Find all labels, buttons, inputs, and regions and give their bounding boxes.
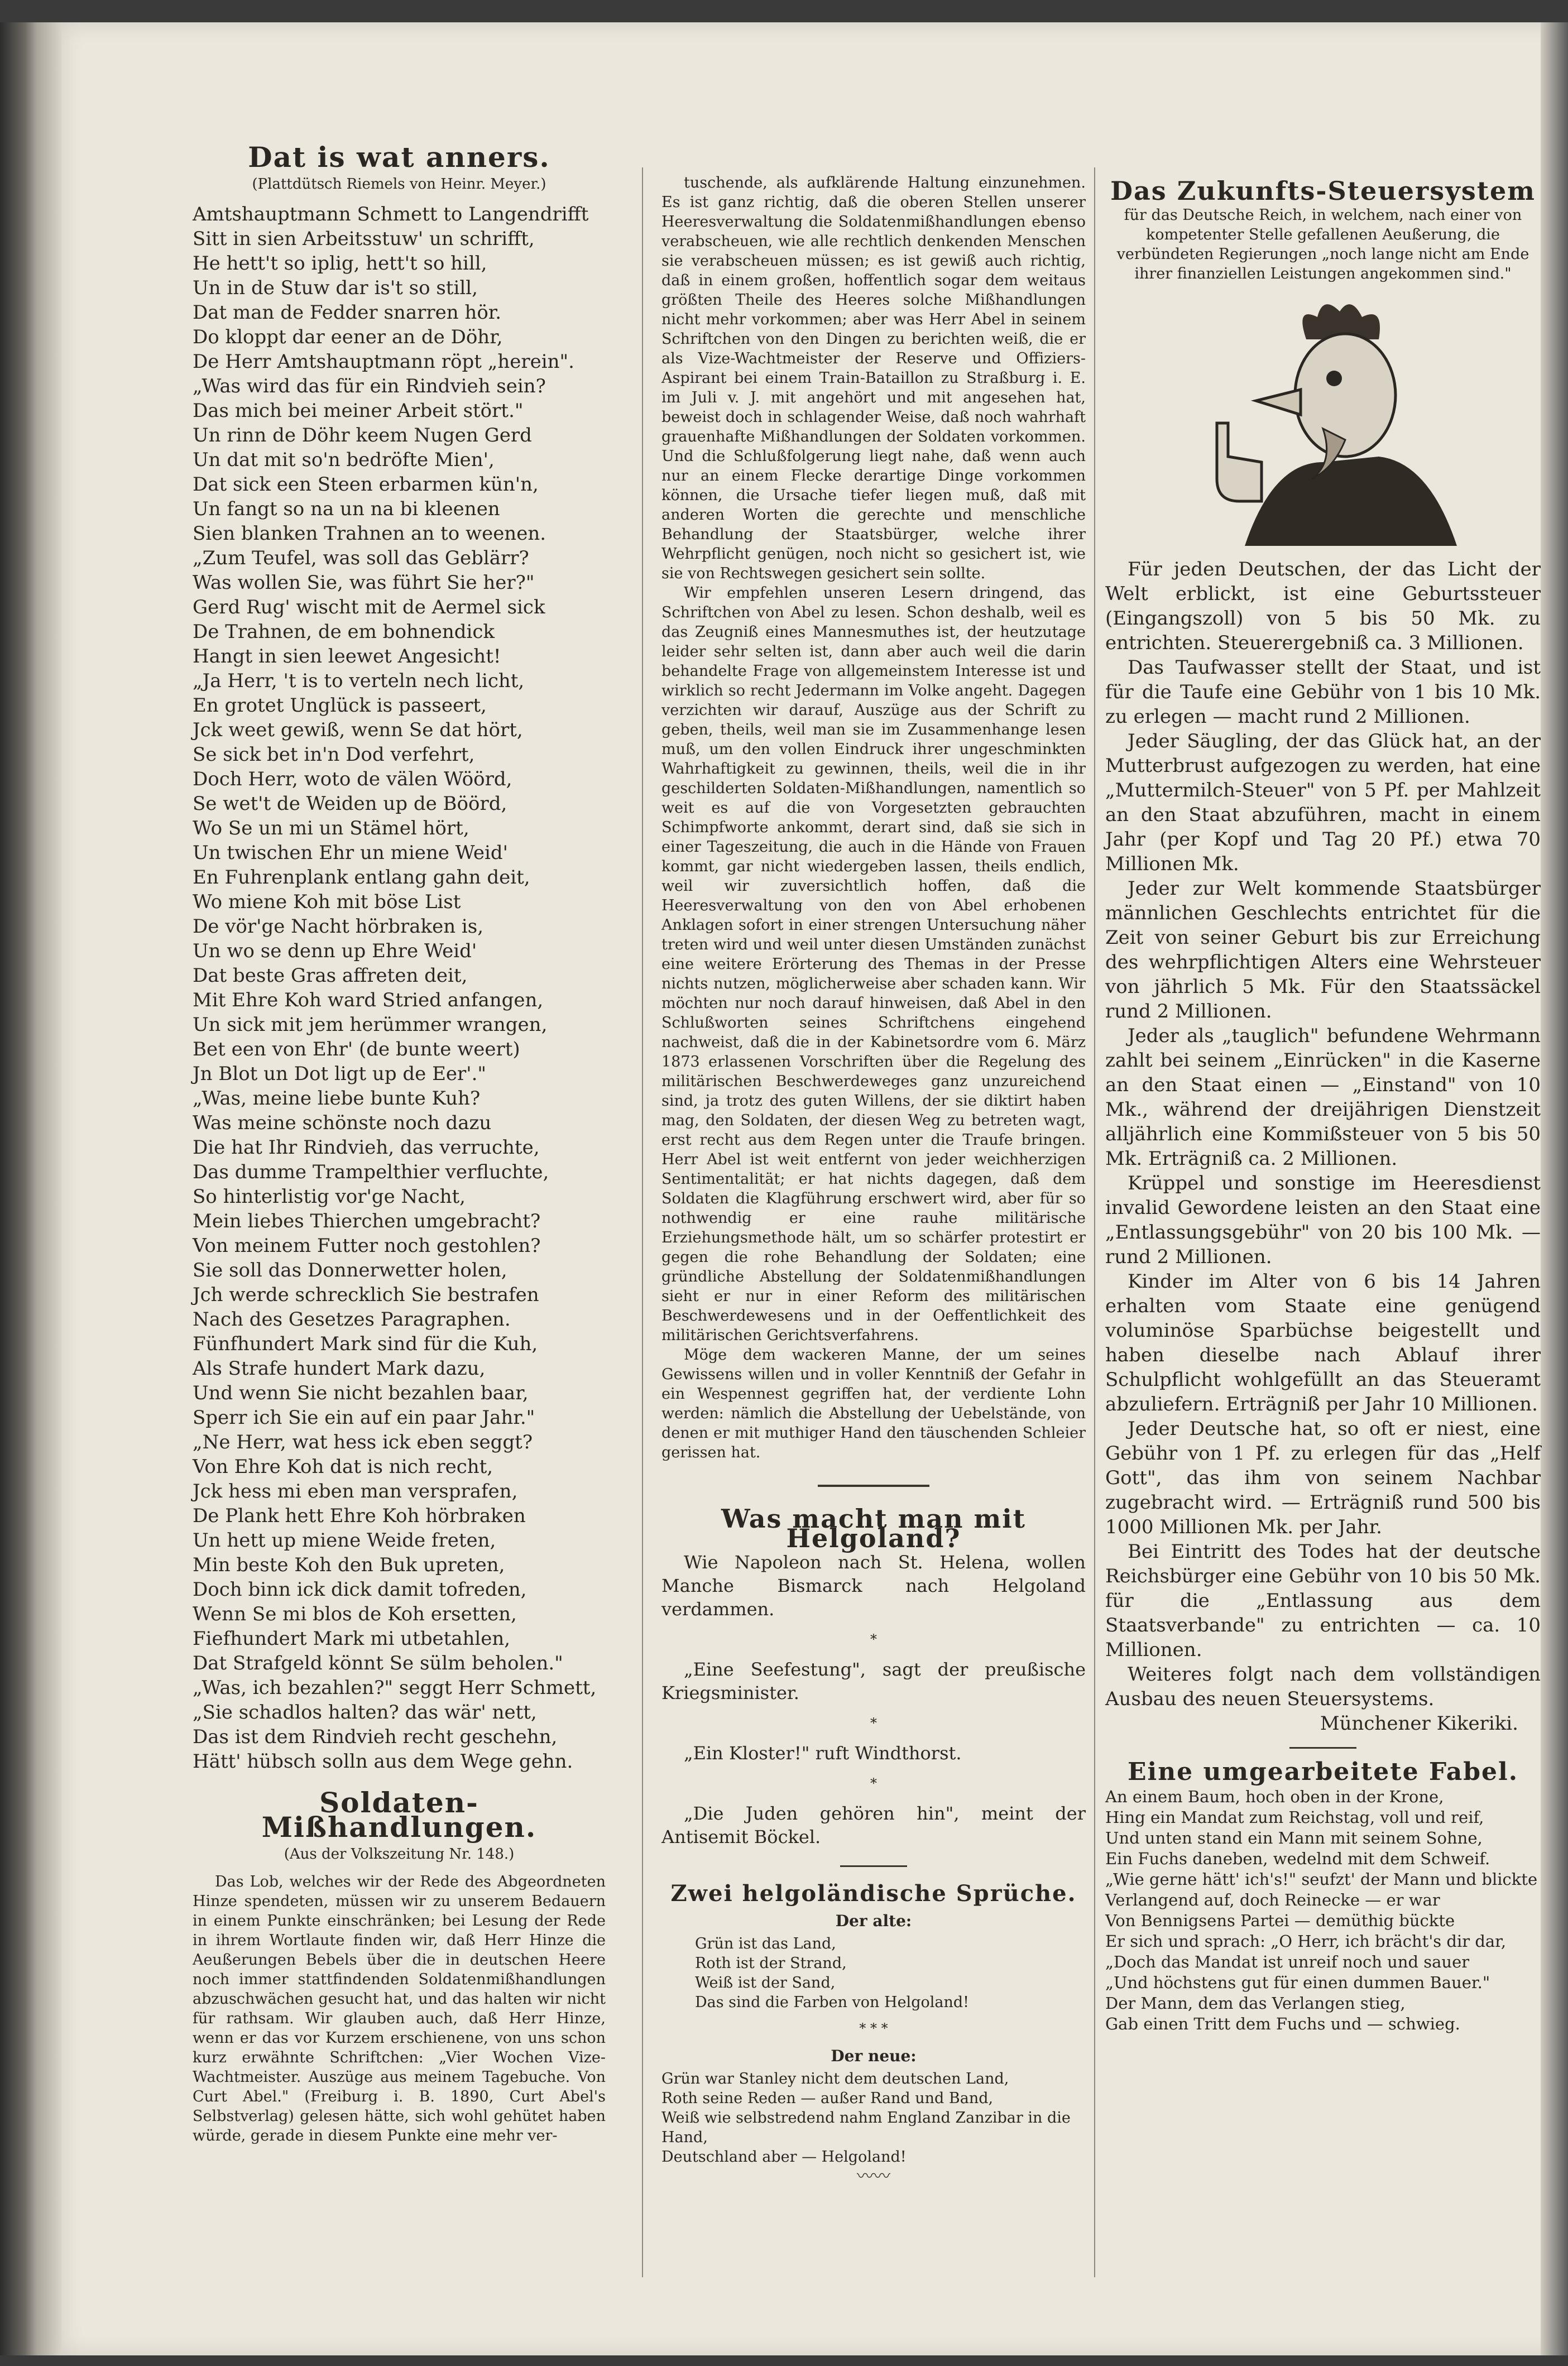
rooster-caricature-illustration: [1167, 295, 1479, 546]
column-1: [193, 140, 606, 2146]
poem-line: Sie soll das Donnerwetter holen,: [193, 1259, 507, 1282]
poem-line: Un in de Stuw dar is't so still,: [193, 277, 478, 299]
poem-line: En grotet Unglück is passeert,: [193, 694, 487, 717]
paragraph: Jeder Deutsche hat, so oft er niest, eine Gebühr von 1 Pf. zu erlegen für das „Helf Gott", das ihm von seinem Nachbar zugebracht wird. — Erträgniß rund 500 bis 1000 Millionen Mk. per Jahr.: [1105, 1418, 1541, 1538]
poem-line: Un sick mit jem herümmer wrangen,: [193, 1014, 548, 1036]
poem-line: Mit Ehre Koh ward Stried anfangen,: [193, 989, 544, 1011]
poem-line: Un wo se denn up Ehre Weid': [193, 940, 477, 962]
article-body: [193, 1872, 606, 2146]
poem-line: Un twischen Ehr un miene Weid': [193, 842, 508, 864]
poem-line: De Herr Amtshauptmann röpt „herein".: [193, 351, 574, 373]
column-2: [661, 173, 1086, 2186]
poem-line: Dat beste Gras affreten deit,: [193, 964, 468, 987]
article-title: Dat is wat anners.: [248, 141, 550, 174]
poem-line: Jck hess mi eben man versprafen,: [193, 1480, 518, 1503]
page-edge: [1541, 22, 1568, 2355]
article-body: [661, 173, 1086, 1462]
poem-line: Verlangend auf, doch Reinecke — er war: [1105, 1890, 1440, 1909]
poem-line: Un rinn de Döhr keem Nugen Gerd: [193, 424, 532, 447]
poem-line: Von Bennigsens Partei — demüthig bückte: [1105, 1911, 1455, 1930]
paragraph: Jeder Säugling, der das Glück hat, an der Mutterbrust aufgezogen zu werden, hat eine „Muttermilch-Steuer" von 5 Pf. per Mahlzeit an den Staat abzuführen, macht in einem Jahr (per Kopf und Tag 20 Pf.) etwa 70 Millionen Mk.: [1105, 730, 1541, 875]
poem-line: Sien blanken Trahnen an to weenen.: [193, 522, 546, 545]
poem-line: Dat man de Fedder snarren hör.: [193, 301, 502, 324]
divider: [1289, 1747, 1356, 1749]
poem-line: Roth ist der Strand,: [695, 1955, 847, 1972]
poem-line: Se wet't de Weiden up de Böörd,: [193, 793, 507, 815]
poem-line: Dat sick een Steen erbarmen kün'n,: [193, 473, 539, 496]
poem-line: Weiß wie selbstredend nahm England Zanzibar in die: [661, 2109, 1071, 2127]
column-rule-2: [1094, 167, 1095, 2277]
paragraph: Bei Eintritt des Todes hat der deutsche Reichsbürger eine Gebühr von 10 bis 50 Mk. für die „Entlassung aus dem Staatsverbande" zu entrichten — ca. 10 Millionen.: [1105, 1540, 1541, 1661]
article-title: Zwei helgoländische Sprüche.: [670, 1880, 1077, 1907]
poem-line: Doch Herr, woto de välen Wöörd,: [193, 768, 512, 790]
poem-line: Grün ist das Land,: [695, 1935, 836, 1952]
poem-line: Jck weet gewiß, wenn Se dat hört,: [193, 719, 523, 741]
poem-line: Nach des Gesetzes Paragraphen.: [193, 1308, 511, 1331]
poem-line: Die hat Ihr Rindvieh, das verruchte,: [193, 1136, 540, 1159]
poem-line: Fiefhundert Mark mi utbetahlen,: [193, 1628, 511, 1650]
poem-line: Von meinem Futter noch gestohlen?: [193, 1235, 541, 1257]
poem-line: „Und höchstens gut für einen dummen Bauer.": [1105, 1973, 1490, 1992]
poem-line: Se sick bet in'n Dod verfehrt,: [193, 743, 475, 766]
paragraph: Kinder im Alter von 6 bis 14 Jahren erhalten vom Staate eine genügend voluminöse Sparbüchse beigestellt und haben dieselbe nach Ablauf ihrer Schulpflicht wohlgefüllt an das Steueramt abzuliefern. Erträgniß per Jahr 10 Millionen.: [1105, 1270, 1541, 1415]
poem-line: Jn Blot un Dot ligt up de Eer'.": [193, 1063, 487, 1085]
poem-line: Un dat mit so'n bedröfte Mien',: [193, 449, 495, 471]
poem-line: Ein Fuchs daneben, wedelnd mit dem Schweif.: [1105, 1849, 1490, 1868]
separator: *: [870, 1631, 877, 1647]
divider: [818, 1485, 929, 1487]
ornament: 〰〰: [857, 2167, 890, 2186]
poem-line: Un hett up miene Weide freten,: [193, 1529, 496, 1552]
paragraph: für das Deutsche Reich, in welchem, nach einer von kompetenter Stelle gefallenen Aeußerung, die verbündeten Regierungen „noch lange nicht am Ende ihrer finanziellen Leistungen angekommen sind.": [1116, 207, 1529, 282]
poem-line: „Was wird das für ein Rindvieh sein?: [193, 375, 546, 397]
poem-line: An einem Baum, hoch oben in der Krone,: [1105, 1787, 1444, 1806]
poem-line: Was meine schönste noch dazu: [193, 1112, 492, 1134]
poem-line: He hett't so iplig, hett't so hill,: [193, 252, 487, 275]
section-label: Der neue:: [831, 2047, 917, 2065]
poem-line: Und unten stand ein Mann mit seinem Sohne,: [1105, 1829, 1483, 1847]
poem-line: Gerd Rug' wischt mit de Aermel sick: [193, 596, 545, 618]
poem: [661, 2069, 1086, 2167]
separator: *: [870, 1775, 877, 1791]
poem-line: Hand,: [661, 2129, 708, 2146]
poem-line: Wenn Se mi blos de Koh ersetten,: [193, 1603, 517, 1625]
poem-line: Mein liebes Thierchen umgebracht?: [193, 1210, 541, 1232]
paragraph: „Eine Seefestung", sagt der preußische Kriegsminister.: [661, 1659, 1086, 1703]
poem-line: Weiß ist der Sand,: [695, 1974, 836, 1991]
poem-line: Was wollen Sie, was führt Sie her?": [193, 572, 535, 594]
poem-line: Als Strafe hundert Mark dazu,: [193, 1357, 486, 1380]
poem-line: Und wenn Sie nicht bezahlen baar,: [193, 1382, 529, 1404]
poem-line: En Fuhrenplank entlang gahn deit,: [193, 866, 530, 889]
paragraph: Möge dem wackeren Manne, der um seines Gewissens willen und in voller Kenntniß der Gefahr in ein Wespennest gegriffen hat, der verdiente Lohn werden: nämlich die Abstellung der Uebelstände, von denen er mit muthiger Hand den täuschenden Schleier gerissen hat.: [661, 1346, 1086, 1461]
poem-line: Sitt in sien Arbeitsstuw' un schrifft,: [193, 228, 535, 250]
poem-line: „Zum Teufel, was soll das Geblärr?: [193, 547, 529, 569]
paragraph: tuschende, als aufklärende Haltung einzunehmen. Es ist ganz richtig, daß die oberen Stellen unserer Heeresverwaltung die Soldatenmißhandlungen ebenso verabscheuen, wie alle rechtlich denkenden Menschen sie verabscheuen müssen; es ist gewiß auch richtig, daß in einem großen, hoffentlich sogar dem weitaus größten Theile des Heeres solche Mißhandlungen nicht mehr vorkommen; aber was Herr Abel in seinem Schriftchen von den Dingen zu berichten weiß, die er als Vize-Wachtmeister der Reserve und Offiziers-Aspirant bei einem Train-Bataillon zu Straßburg i. E. im Juli v. J. mit angehört und mit angesehen hat, beweist doch in schlagender Weise, daß noch wahrhaft grauenhafte Mißhandlungen der Soldaten vorkommen. Und die Schlußfolgerung liegt nahe, daß wenn auch nur an einem Flecke derartige Dinge vorkommen können, die Ursache tiefer liegen muß, daß mit anderen Worten die gerechte und menschliche Behandlung der Staatsbürger, welche ihrer Wehrpflicht genügen, noch nicht so gesichert ist, wie sie von Rechtswegen gesichert sein sollte.: [661, 174, 1086, 582]
separator: * * *: [859, 2021, 888, 2036]
article-body: [661, 1551, 1086, 1849]
article-subtitle: (Plattdütsch Riemels von Heinr. Meyer.): [252, 176, 546, 193]
divider: [840, 1865, 907, 1867]
article-title: Soldaten-Mißhandlungen.: [261, 1786, 537, 1844]
poem-line: Dat Strafgeld könnt Se sülm beholen.": [193, 1652, 563, 1674]
poem-line: Hing ein Mandat zum Reichstag, voll und reif,: [1105, 1808, 1484, 1827]
paragraph: „Die Juden gehören hin", meint der Antisemit Böckel.: [661, 1803, 1086, 1847]
paragraph: Jeder als „tauglich" befundene Wehrmann zahlt bei seinem „Einrücken" in die Kaserne an den Staat einen — „Einstand" von 10 Mk., während der dreijährigen Dienstzeit alljährlich eine Kommißsteuer von 5 bis 50 Mk. Erträgniß ca. 2 Millionen.: [1105, 1025, 1541, 1170]
column-3: [1105, 173, 1541, 2034]
poem-line: „Ne Herr, wat hess ick eben seggt?: [193, 1431, 533, 1453]
article-title: Das Zukunfts-Steuersystem: [1110, 176, 1536, 206]
poem-line: So hinterlistig vor'ge Nacht,: [193, 1186, 466, 1208]
poem-line: Jch werde schrecklich Sie bestrafen: [193, 1284, 539, 1306]
paragraph: Jeder zur Welt kommende Staatsbürger männlichen Geschlechts entrichtet für die Zeit von seiner Geburt bis zur Erreichung des wehrpflichtigen Alters eine Wehrsteuer von jährlich 5 Mk. Für den Staatssäckel rund 2 Millionen.: [1105, 877, 1541, 1023]
poem-line: Das ist dem Rindvieh recht geschehn,: [193, 1726, 558, 1748]
poem-line: „Ja Herr, 't is to verteln nech licht,: [193, 670, 525, 692]
separator: *: [870, 1715, 877, 1731]
poem-line: „Doch das Mandat ist unreif noch und sauer: [1105, 1952, 1470, 1971]
paragraph: Weiteres folgt nach dem vollständigen Ausbau des neuen Steuersystems.: [1105, 1663, 1541, 1710]
poem-line: „Was, ich bezahlen?" seggt Herr Schmett,: [193, 1677, 597, 1699]
paragraph: Krüppel und sonstige im Heeresdienst invalid Gewordene leisten an den Staat eine „Entlassungsgebühr" von 20 bis 100 Mk. — rund 2 Millionen.: [1105, 1172, 1541, 1268]
poem-line: Fünfhundert Mark sind für die Kuh,: [193, 1333, 538, 1355]
poem-line: Bet een von Ehr' (de bunte weert): [193, 1038, 520, 1060]
paragraph: Für jeden Deutschen, der das Licht der Welt erblickt, ist eine Geburtssteuer (Eingangszoll) von 5 bis 50 Mk. zu entrichten. Steuerergebniß ca. 3 Millionen.: [1105, 558, 1541, 654]
poem-line: De vör'ge Nacht hörbraken is,: [193, 915, 484, 938]
poem-line: Das dumme Trampelthier verfluchte,: [193, 1161, 549, 1183]
poem: [1105, 1787, 1541, 2034]
poem-line: Wo Se un mi un Stämel hört,: [193, 817, 469, 839]
poem-line: „Wie gerne hätt' ich's!" seufzt' der Mann und blickte: [1105, 1870, 1538, 1889]
article-body: [1105, 557, 1541, 1711]
poem-line: Grün war Stanley nicht dem deutschen Land,: [661, 2070, 1009, 2087]
poem-line: Der Mann, dem das Verlangen stieg,: [1105, 1994, 1406, 2013]
poem-line: Sperr ich Sie ein auf ein paar Jahr.": [193, 1407, 535, 1429]
article-title: Eine umgearbeitete Fabel.: [1127, 1758, 1519, 1786]
paragraph: Das Lob, welches wir der Rede des Abgeordneten Hinze spendeten, müssen wir zu unserem Bedauern in einem Punkte einschränken; bei Lesung der Rede in ihrem Wortlaute finden wir, daß Herr Hinze die Aeußerungen Bebels über die in deutschen Heere noch immer stattfindenden Soldatenmißhandlungen abzuschwächen gesucht hat, und das halten wir nicht für rathsam. Wir glauben auch, daß Herr Hinze, wenn er das vor Kurzem erschienene, von uns schon kurz erwähnte Schriftchen: „Vier Wochen Vize-Wachtmeister. Auszüge aus meinem Tagebuche. Von Curt Abel." (Freiburg i. B. 1890, Curt Abel's Selbstverlag) gelesen hätte, sich wohl gehütet haben würde, gerade in diesem Punkte eine mehr ver-: [193, 1873, 606, 2144]
paragraph: Wir empfehlen unseren Lesern dringend, das Schriftchen von Abel zu lesen. Schon deshalb, weil es das Zeugniß eines Mannesmuthes ist, der heutzutage leider sehr selten ist, dann aber auch weil die darin behandelte Frage von allgemeinstem Interesse ist und wirklich so recht Jedermann im Volke angeht. Dagegen verzichten wir darauf, Auszüge aus der Schrift zu geben, theils, weil man sie im Zusammenhange lesen muß, um den vollen Eindruck ihrer ungeschminkten Wahrhaftigkeit zu gewinnen, theils, weil die in ihr geschilderten Soldaten-Mißhandlungen, namentlich so weit es auf die von Vorgesetzten gebrauchten Schimpfworte ankommt, derart sind, daß sie sich in einer Tageszeitung, die auch in die Hände von Frauen kommt, gar nicht wiedergeben lassen, theils endlich, weil wir zuversichtlich hoffen, daß die Heeresverwaltung von den von Abel erhobenen Anklagen sofort in einer strengen Untersuchung näher treten wird und weil unter diesen Umständen zunächst eine weitere Erörterung des Themas in der Presse nichts nutzen, möglicherweise aber schaden kann. Wir möchten nur noch darauf hinweisen, daß Abel in den Schlußworten seines Schriftchens eingehend nachweist, daß die in der Kabinetsordre vom 6. März 1873 erlassenen Vorschriften über die Regelung des militärischen Beschwerdeweges ganz unzureichend sind, ja trotz des guten Willens, der sie diktirt haben mag, den Soldaten, der diesen Weg zu betreten wagt, erst recht aus dem Regen unter die Traufe bringen. Herr Abel ist weit entfernt von jeder weichherzigen Sentimentalität; er hat nichts dagegen, daß dem Soldaten die Klagführung erschwert wird, aber für so nothwendig er eine rauhe militärische Erziehungsmethode hält, um so schärfer protestirt er gegen die rohe Behandlung der Soldaten; eine gründliche Abstellung der Soldatenmißhandlungen sieht er nur in einer Reform des militärischen Beschwerdewesens und in der Oeffentlichkeit des militärischen Gerichtsverfahrens.: [661, 584, 1086, 1344]
section-label: Der alte:: [835, 1912, 912, 1930]
poem-line: Hangt in sien leewet Angesicht!: [193, 645, 501, 668]
poem-line: Amtshauptmann Schmett to Langendrifft: [193, 203, 589, 225]
poem-line: Roth seine Reden — außer Rand und Band,: [661, 2090, 994, 2107]
poem-line: Gab einen Tritt dem Fuchs und — schwieg.: [1105, 2014, 1460, 2033]
poem: [193, 202, 606, 1774]
poem-line: Das mich bei meiner Arbeit stört.": [193, 400, 524, 422]
paragraph: Das Taufwasser stellt der Staat, und ist für die Taufe eine Gebühr von 1 bis 10 Mk. zu erlegen — macht rund 2 Millionen.: [1105, 656, 1541, 728]
poem-line: De Plank hett Ehre Koh hörbraken: [193, 1505, 526, 1527]
poem-line: Min beste Koh den Buk upreten,: [193, 1554, 505, 1576]
poem: [661, 1934, 1086, 2012]
poem-line: Er sich und sprach: „O Herr, ich brächt's dir dar,: [1105, 1932, 1507, 1951]
paragraph: Wie Napoleon nach St. Helena, wollen Manche Bismarck nach Helgoland verdammen.: [661, 1552, 1086, 1620]
paragraph: „Ein Kloster!" ruft Windthorst.: [684, 1743, 962, 1764]
column-rule-1: [642, 167, 643, 2277]
poem-line: „Sie schadlos halten? das wär' nett,: [193, 1701, 537, 1724]
article-title: Was macht man mit Helgoland?: [721, 1504, 1026, 1553]
poem-line: Deutschland aber — Helgoland!: [661, 2148, 907, 2166]
poem-line: Do kloppt dar eener an de Döhr,: [193, 326, 503, 348]
article-intro: [1105, 205, 1541, 284]
poem-line: Doch binn ick dick damit tofreden,: [193, 1578, 527, 1601]
poem-line: Hätt' hübsch solln aus dem Wege gehn.: [193, 1750, 573, 1773]
poem-line: „Was, meine liebe bunte Kuh?: [193, 1087, 481, 1110]
poem-line: Un fangt so na un na bi kleenen: [193, 498, 500, 520]
poem-line: De Trahnen, de em bohnendick: [193, 621, 495, 643]
book-binding: [0, 22, 61, 2355]
article-subtitle: (Aus der Volkszeitung Nr. 148.): [284, 1846, 515, 1863]
poem-line: Von Ehre Koh dat is nich recht,: [193, 1456, 493, 1478]
poem-line: Das sind die Farben von Helgoland!: [695, 1994, 969, 2011]
poem-line: Wo miene Koh mit böse List: [193, 891, 461, 913]
signature: Münchener Kikeriki.: [1320, 1712, 1518, 1735]
